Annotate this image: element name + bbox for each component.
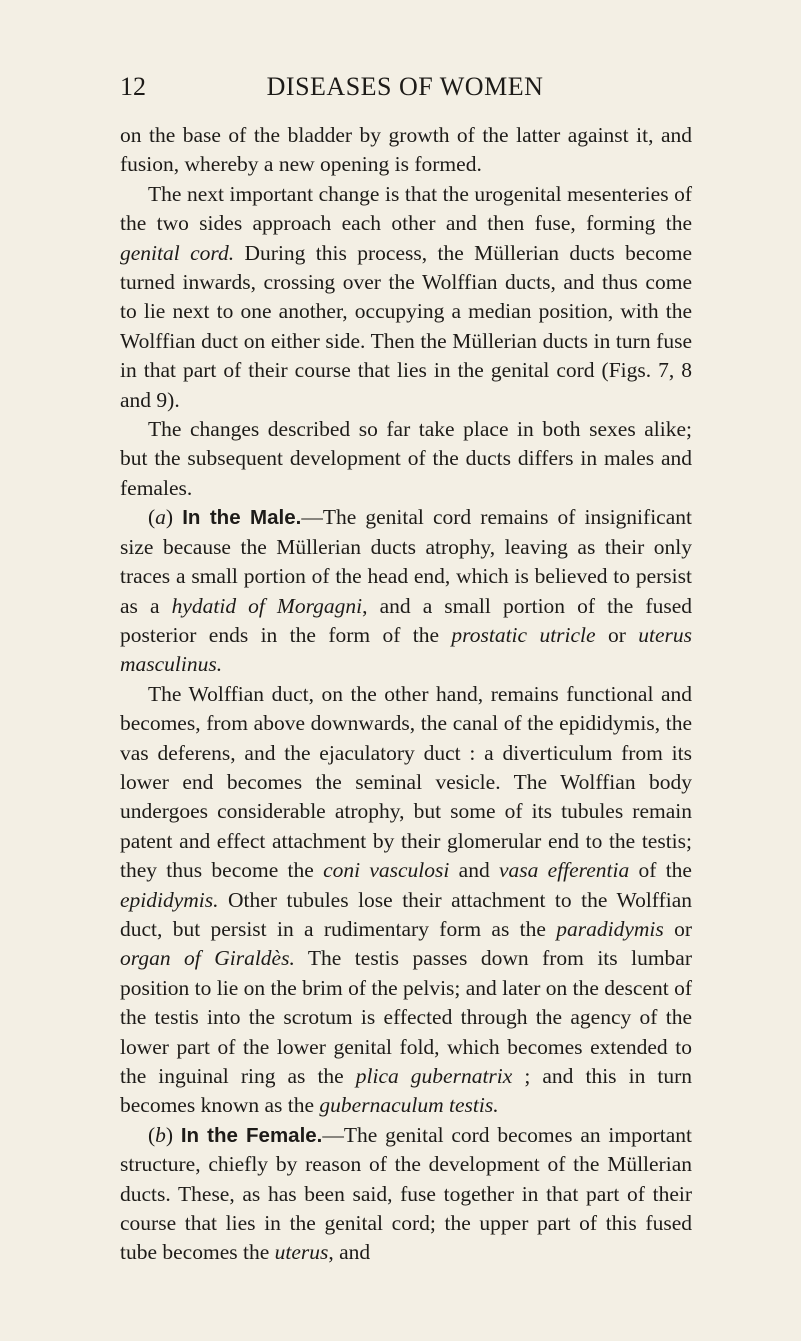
italic-term: uterus masculinus. xyxy=(120,622,692,677)
text-run: of the xyxy=(629,858,692,883)
section-heading: In the Female. xyxy=(180,1123,323,1147)
italic-term: uterus xyxy=(274,1240,329,1265)
page-number: 12 xyxy=(120,72,146,101)
text-run: Other tubules lose their attachment to the Wolffian duct, but persist in a rudimentary form as the xyxy=(120,887,692,941)
page-header xyxy=(120,72,690,112)
italic-term: paradidymis xyxy=(556,916,664,941)
paragraph xyxy=(120,415,692,503)
text-run: and xyxy=(449,858,499,883)
paragraph xyxy=(120,503,692,679)
italic-term: b xyxy=(155,1122,166,1147)
italic-term: genital cord. xyxy=(120,240,235,265)
section-heading: In the Male. xyxy=(182,506,302,530)
text-run: ( xyxy=(148,505,156,530)
text-run: ) xyxy=(165,505,183,530)
text-run: or xyxy=(663,916,692,941)
paragraph xyxy=(120,121,692,180)
italic-term: vasa efferentia xyxy=(498,858,630,883)
text-run: ( xyxy=(148,1122,156,1147)
paragraph xyxy=(120,180,692,415)
text-run: The changes described so far take place in both sexes alike; but the subsequent development of the ducts differs in males and females. xyxy=(120,417,692,500)
body-text xyxy=(120,121,692,1268)
text-run: ) xyxy=(165,1122,181,1147)
running-head: DISEASES OF WOMEN xyxy=(266,72,544,101)
italic-term: organ of Giraldès. xyxy=(120,946,295,971)
text-run: ; and this in turn becomes known as the xyxy=(120,1064,692,1118)
text-run: —The genital cord remains of insignificant size because the Müllerian ducts atrophy, leaving as their only traces a small portion of the head end, which is believed to persist as a xyxy=(120,505,692,618)
text-run: —The genital cord becomes an important structure, chiefly by reason of the development of the Müllerian ducts. These, as has been said, fuse together in that part of their course that lies in the genital cord; the upper part of this fused tube becomes the xyxy=(120,1122,692,1265)
text-run: or xyxy=(595,622,639,647)
italic-term: coni vasculosi xyxy=(323,858,450,883)
text-run: The next important change is that the urogenital mesenteries of the two sides approach each other and then fuse, forming the xyxy=(120,181,692,236)
text-run: The testis passes down from its lumbar position to lie on the brim of the pelvis; and later on the descent of the testis into the scrotum is effected through the agency of the lower part of the lower genital fold, which becomes extended to the inguinal ring as the xyxy=(120,946,693,1088)
italic-term: epididymis. xyxy=(120,887,219,912)
text-run: The Wolffian duct, on the other hand, remains functional and becomes, from above downwards, the canal of the epididymis, the vas deferens, and the ejaculatory duct : a diverticulum from its lower end becomes the seminal vesicle. The Wolffian body undergoes considerable atrophy, but some of its tubules remain patent and effect attachment by their glomerular end to the testis; they thus become the xyxy=(120,681,692,883)
text-run: , and a small portion of the fused posterior ends in the form of the xyxy=(120,593,692,647)
italic-term: hydatid of Morgagni xyxy=(171,593,363,618)
italic-term: plica gubernatrix xyxy=(355,1064,513,1088)
text-run: on the base of the bladder by growth of the latter against it, and fusion, whereby a new opening is formed. xyxy=(120,123,692,177)
italic-term: a xyxy=(155,505,166,530)
italic-term: gubernaculum testis. xyxy=(319,1093,499,1118)
paragraph xyxy=(120,680,692,1121)
paragraph xyxy=(120,1121,692,1268)
text-run: During this process, the Müllerian ducts become turned inwards, crossing over the Wolffian ducts, and thus come to lie next to one another, occupying a median position, with the Wolffian duct on either side. Then the Müllerian ducts in turn fuse in that part of their course that lies in the genital cord (Figs. 7, 8 and 9). xyxy=(120,240,692,412)
italic-term: prostatic utricle xyxy=(451,622,596,647)
text-run: , and xyxy=(328,1240,371,1265)
